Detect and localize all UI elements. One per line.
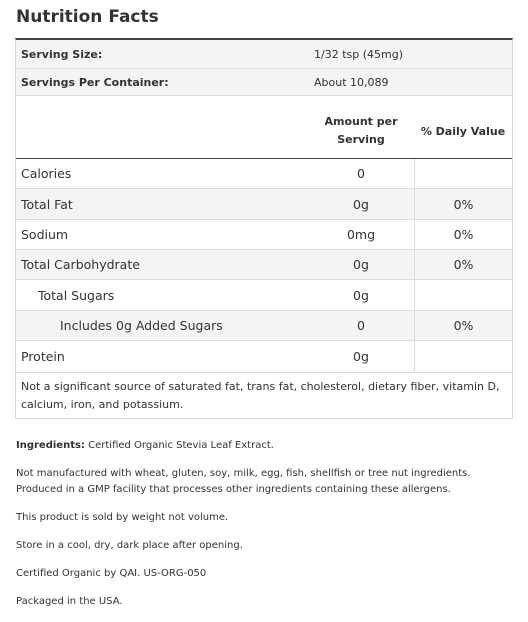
- row-amount: 0g: [353, 349, 369, 364]
- servings-per-container-value: About 10,089: [314, 75, 389, 89]
- serving-size-label: Serving Size:: [21, 47, 103, 61]
- table-header-row: [16, 96, 512, 159]
- serving-size-row: [16, 40, 512, 69]
- table-row-sodium: [16, 220, 512, 250]
- origin-statement: Packaged in the USA.: [16, 596, 123, 607]
- row-amount: 0: [357, 318, 365, 333]
- servings-per-container-row: [16, 69, 512, 96]
- amount-per-serving-header: [308, 96, 414, 158]
- row-daily-value: 0%: [414, 250, 512, 279]
- product-notes: [16, 438, 512, 622]
- servings-per-container-label: Servings Per Container:: [21, 75, 169, 89]
- row-daily-value: [414, 341, 512, 372]
- row-daily-value: [414, 280, 512, 310]
- row-daily-value: 0%: [414, 311, 512, 340]
- ingredients-label: Ingredients:: [16, 440, 85, 451]
- row-daily-value: 0%: [414, 220, 512, 249]
- row-label: Total Sugars: [38, 287, 115, 303]
- table-row-total-sugars: [16, 280, 512, 311]
- row-label: Sodium: [21, 227, 69, 242]
- nutrition-facts-title: Nutrition Facts: [16, 7, 159, 27]
- certification-statement: Certified Organic by QAI. US-ORG-050: [16, 568, 207, 579]
- table-row-total-fat: [16, 189, 512, 220]
- ingredients-value: Certified Organic Stevia Leaf Extract.: [88, 440, 274, 451]
- row-label: Includes 0g Added Sugars: [60, 318, 223, 333]
- nutrition-facts-panel: [15, 38, 513, 419]
- row-label: Total Carbohydrate: [21, 257, 140, 272]
- row-amount: 0g: [353, 287, 369, 303]
- row-label: Protein: [21, 349, 65, 364]
- row-label: Total Fat: [21, 196, 73, 212]
- table-row-added-sugars: [16, 311, 512, 341]
- row-amount: 0g: [353, 196, 369, 212]
- serving-size-value: 1/32 tsp (45mg): [314, 47, 403, 61]
- row-amount: 0: [357, 166, 365, 181]
- table-row-calories: [16, 159, 512, 189]
- nutrition-footnote: Not a significant source of saturated fat, trans fat, cholesterol, dietary fiber, vitamin D, calcium, iron, and potassium.: [21, 380, 500, 411]
- amount-header-line1: Amount per: [324, 115, 398, 128]
- row-amount: 0mg: [346, 227, 376, 242]
- row-label: Calories: [21, 166, 72, 181]
- row-amount: 0g: [353, 257, 369, 272]
- allergen-statement: Not manufactured with wheat, gluten, soy, milk, egg, fish, shellfish or tree nut ingredients. Produced in a GMP facility that processes other ingredients containing these allergens.: [16, 468, 471, 495]
- table-row-total-carbohydrate: [16, 250, 512, 280]
- row-daily-value: 0%: [414, 189, 512, 219]
- table-row-protein: [16, 341, 512, 373]
- storage-statement: Store in a cool, dry, dark place after opening.: [16, 540, 243, 551]
- weight-statement: This product is sold by weight not volume.: [16, 512, 229, 523]
- daily-value-header: % Daily Value: [420, 125, 506, 138]
- amount-header-line2: Serving: [337, 133, 385, 146]
- ingredients-line: [16, 438, 512, 454]
- row-daily-value: [414, 159, 512, 188]
